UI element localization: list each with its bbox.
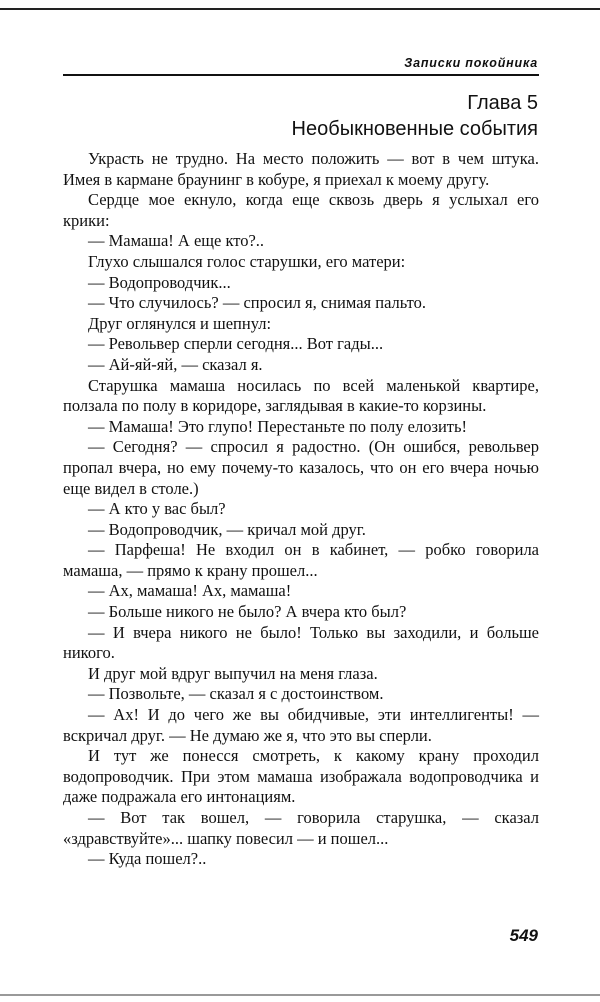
paragraph: — Мамаша! А еще кто?.. xyxy=(88,231,265,251)
paragraph: — А кто у вас был? xyxy=(88,499,226,519)
paragraph: И друг мой вдруг выпучил на меня глаза. xyxy=(88,663,378,683)
chapter-heading xyxy=(292,90,538,142)
paragraph: — Позвольте, — сказал я с достоинством. xyxy=(88,684,384,704)
top-edge-rule xyxy=(0,8,600,10)
paragraph: — Парфеша! Не входил он в кабинет, — робко говорила мамаша, — прямо к крану прошел... xyxy=(63,540,539,580)
chapter-number: Глава 5 xyxy=(467,92,538,114)
paragraph: И тут же понесся смотреть, к какому крану проходил водопроводчик. При этом мамаша изображала водопроводчика и даже подражала его интонациям. xyxy=(63,746,539,807)
chapter-title: Необыкновенные события xyxy=(291,118,538,140)
page-number: 549 xyxy=(509,926,538,945)
running-head: Записки покойника xyxy=(404,56,538,70)
bottom-edge-rule xyxy=(0,994,600,996)
paragraph: — Мамаша! Это глупо! Перестаньте по полу елозить! xyxy=(88,416,468,436)
paragraph: Глухо слышался голос старушки, его матери: xyxy=(88,251,406,271)
paragraph: — Ай-яй-яй, — сказал я. xyxy=(88,354,263,374)
paragraph: — Что случилось? — спросил я, снимая пальто. xyxy=(88,293,427,313)
paragraph: — Ах! И до чего же вы обидчивые, эти интеллигенты! — вскричал друг. — Не думаю же я, что это вы сперли. xyxy=(63,705,539,745)
paragraph: — Сегодня? — спросил я радостно. (Он ошибся, револьвер пропал вчера, но ему почему-то казалось, что он его вчера ночью еще видел в столе.) xyxy=(63,437,539,498)
paragraph: — Ах, мамаша! Ах, мамаша! xyxy=(88,581,292,601)
paragraph: Украсть не трудно. На место положить — вот в чем штука. Имея в кармане браунинг в кобуре, я приехал к моему другу. xyxy=(63,149,539,189)
paragraph: — Больше никого не было? А вчера кто был? xyxy=(88,602,407,622)
paragraph: — Вот так вошел, — говорила старушка, — сказал «здравствуйте»... шапку повесил — и пошел... xyxy=(63,808,539,848)
paragraph: Сердце мое екнуло, когда еще сквозь дверь я услыхал его крики: xyxy=(63,190,539,230)
header-rule xyxy=(63,74,539,76)
paragraph: — Водопроводчик... xyxy=(88,272,231,292)
paragraph: — Револьвер сперли сегодня... Вот гады... xyxy=(88,334,384,354)
paragraph: Старушка мамаша носилась по всей маленькой квартире, ползала по полу в коридоре, заглядывая в какие-то корзины. xyxy=(63,375,539,416)
paragraph: — И вчера никого не было! Только вы заходили, и больше никого. xyxy=(63,622,539,663)
paragraph: — Водопроводчик, — кричал мой друг. xyxy=(88,519,366,539)
body-text xyxy=(63,149,539,870)
paragraph: Друг оглянулся и шепнул: xyxy=(88,313,272,333)
paragraph: — Куда пошел?.. xyxy=(88,849,207,869)
